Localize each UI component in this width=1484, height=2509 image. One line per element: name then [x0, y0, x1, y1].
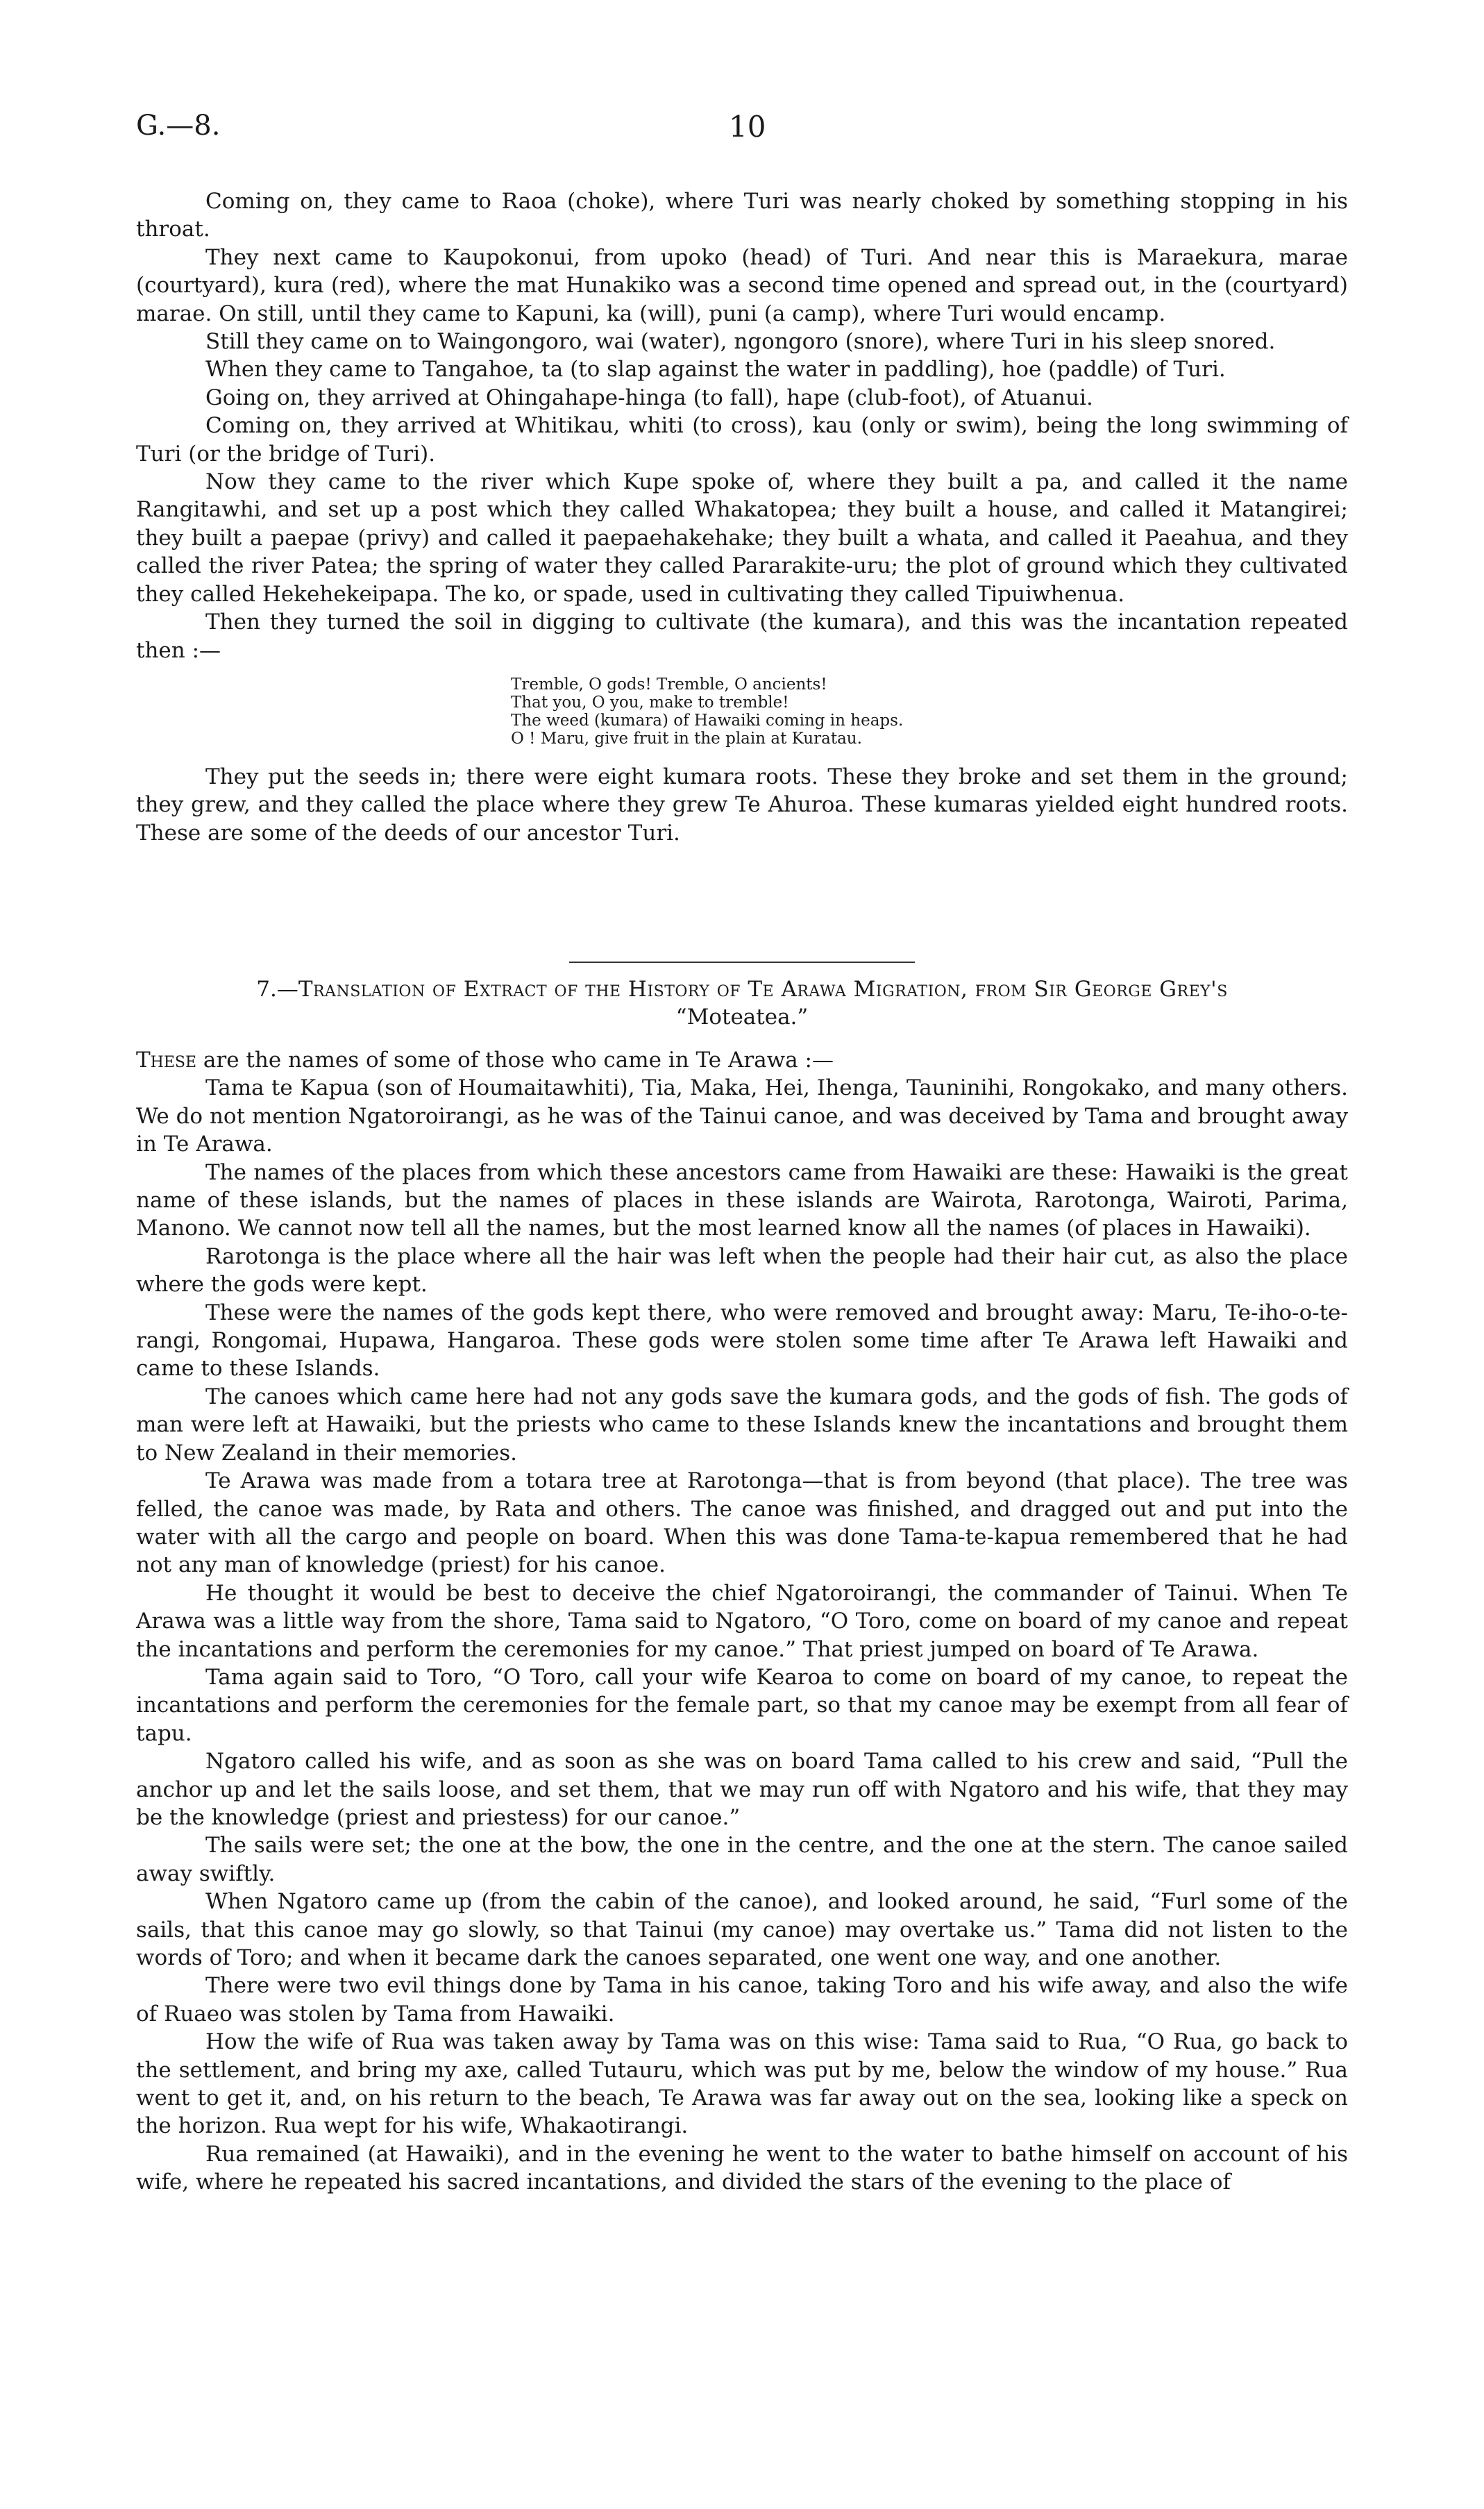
intro-line: [136, 1046, 1348, 1074]
paragraph: Coming on, they came to Raoa (choke), where Turi was nearly choked by something stopping in his throat.: [136, 189, 1348, 242]
paragraph: The names of the places from which these ancestors came from Hawaiki are these: Hawaiki is the great name of these islands, but the names of places in these islands are Wairota, Rarotonga, Wairoti, Parima, Manono. We cannot now tell all the names, but the most learned know all the names (of places in Hawaiki).: [136, 1159, 1348, 1241]
incantation-verse: [511, 676, 1348, 748]
intro-text: are the names of some of those who came in Te Arawa :—: [196, 1048, 834, 1073]
heading-prefix: 7.—: [256, 977, 298, 1002]
paragraph: These were the names of the gods kept there, who were removed and brought away: Maru, Te-iho-o-te-rangi, Rongomai, Hupawa, Hangaroa. These gods were stolen some time after Te Arawa left Hawaiki and came to these Islands.: [136, 1300, 1348, 1382]
paragraph: Going on, they arrived at Ohingahape-hinga (to fall), hape (club-foot), of Atuanui.: [205, 385, 1093, 410]
paragraph: Ngatoro called his wife, and as soon as she was on board Tama called to his crew and said, “Pull the anchor up and let the sails loose, and set them, that we may run off with Ngatoro and his wife, that they may be the knowledge (priest and priestess) for our canoe.”: [136, 1749, 1348, 1830]
section-te-arawa-migration: [136, 975, 1348, 2197]
document-reference: G.—8.: [136, 110, 221, 142]
paragraph: Now they came to the river which Kupe spoke of, where they built a pa, and called it the name Rangitawhi, and set up a post which they called Whakatopea; they built a house, and called it Matangirei; they built a paepae (privy) and called it paepaehakehake; they built a whata, and called it Paeahua, and they called the river Patea; the spring of water they called Pararakite-uru; the plot of ground which they cultivated they called Hekehekeipapa. The ko, or spade, used in cultivating they called Tipuiwhenua.: [136, 469, 1348, 607]
paragraph: Then they turned the soil in digging to cultivate (the kumara), and this was the incantation repeated then :—: [136, 610, 1348, 663]
page-number: 10: [729, 110, 766, 144]
section-divider: [569, 962, 915, 963]
verse-line: Tremble, O gods! Tremble, O ancients!: [511, 675, 827, 694]
paragraph: Still they came on to Waingongoro, wai (water), ngongoro (snore), where Turi in his sleep snored.: [205, 329, 1276, 355]
paragraph: Rarotonga is the place where all the hair was left when the people had their hair cut, as also the place where the gods were kept.: [136, 1243, 1348, 1298]
paragraph: There were two evil things done by Tama in his canoe, taking Toro and his wife away, and also the wife of Ruaeo was stolen by Tama from Hawaiki.: [136, 1973, 1348, 2026]
section-turi-journey: [136, 187, 1348, 847]
paragraph: Rua remained (at Hawaiki), and in the evening he went to the water to bathe himself on account of his wife, where he repeated his sacred incantations, and divided the stars of the evening to the place of: [136, 2141, 1348, 2195]
paragraph: Te Arawa was made from a totara tree at Rarotonga—that is from beyond (that place). The tree was felled, the canoe was made, by Rata and others. The canoe was finished, and dragged out and put into the water with all the cargo and people on board. When this was done Tama-te-kapua remembered that he had not any man of knowledge (priest) for his canoe.: [136, 1468, 1348, 1578]
verse-line: O ! Maru, give fruit in the plain at Kuratau.: [511, 729, 862, 748]
paragraph: Tama te Kapua (son of Houmaitawhiti), Tia, Maka, Hei, Ihenga, Tauninihi, Rongokako, and many others. We do not mention Ngatoroirangi, as he was of the Tainui canoe, and was deceived by Tama and brought away in Te Arawa.: [136, 1075, 1348, 1157]
paragraph: He thought it would be best to deceive the chief Ngatoroirangi, the commander of Tainui. When Te Arawa was a little way from the shore, Tama said to Ngatoro, “O Toro, come on board of my canoe and repeat the incantations and perform the ceremonies for my canoe.” That priest jumped on board of Te Arawa.: [136, 1580, 1348, 1662]
paragraph: When they came to Tangahoe, ta (to slap against the water in paddling), hoe (paddle) of Turi.: [205, 357, 1226, 383]
paragraph: When Ngatoro came up (from the cabin of the canoe), and looked around, he said, “Furl some of the sails, that this canoe may go slowly, so that Tainui (my canoe) may overtake us.” Tama did not listen to the words of Toro; and when it became dark the canoes separated, one went one way, and one another.: [136, 1889, 1348, 1970]
verse-line: That you, O you, make to tremble!: [511, 693, 789, 712]
paragraph: They put the seeds in; there were eight kumara roots. These they broke and set them in the ground; they grew, and they called the place where they grew Te Ahuroa. These kumaras yielded eight hundred roots. These are some of the deeds of our ancestor Turi.: [136, 764, 1348, 846]
heading-subtitle: “Moteatea.”: [675, 1005, 809, 1030]
paragraph: Coming on, they arrived at Whitikau, whiti (to cross), kau (only or swim), being the long swimming of Turi (or the bridge of Turi).: [136, 413, 1348, 467]
paragraph: Tama again said to Toro, “O Toro, call your wife Kearoa to come on board of my canoe, to repeat the incantations and perform the ceremonies for the female part, so that my canoe may be exempt from all fear of tapu.: [136, 1664, 1348, 1746]
section-heading: [136, 975, 1348, 1031]
verse-line: The weed (kumara) of Hawaiki coming in heaps.: [511, 711, 904, 730]
paragraph: The canoes which came here had not any gods save the kumara gods, and the gods of fish. The gods of man were left at Hawaiki, but the priests who came to these Islands knew the incantations and brought them to New Zealand in their memories.: [136, 1384, 1348, 1466]
paragraph: How the wife of Rua was taken away by Tama was on this wise: Tama said to Rua, “O Rua, go back to the settlement, and bring my axe, called Tutauru, which was put by me, below the window of my house.” Rua went to get it, and, on his return to the beach, Te Arawa was far away out on the sea, looking like a speck on the horizon. Rua wept for his wife, Whakaotirangi.: [136, 2029, 1348, 2139]
paragraph: They next came to Kaupokonui, from upoko (head) of Turi. And near this is Maraekura, marae (courtyard), kura (red), where the mat Hunakiko was a second time opened and spread out, in the (courtyard) marae. On still, until they came to Kapuni, ka (will), puni (a camp), where Turi would encamp.: [136, 244, 1348, 326]
lead-word: These: [136, 1048, 197, 1073]
paragraph: The sails were set; the one at the bow, the one in the centre, and the one at the stern. The canoe sailed away swiftly.: [136, 1833, 1348, 1886]
heading-title: Translation of Extract of the History of Te Arawa Migration, from Sir George Grey's: [298, 977, 1228, 1002]
